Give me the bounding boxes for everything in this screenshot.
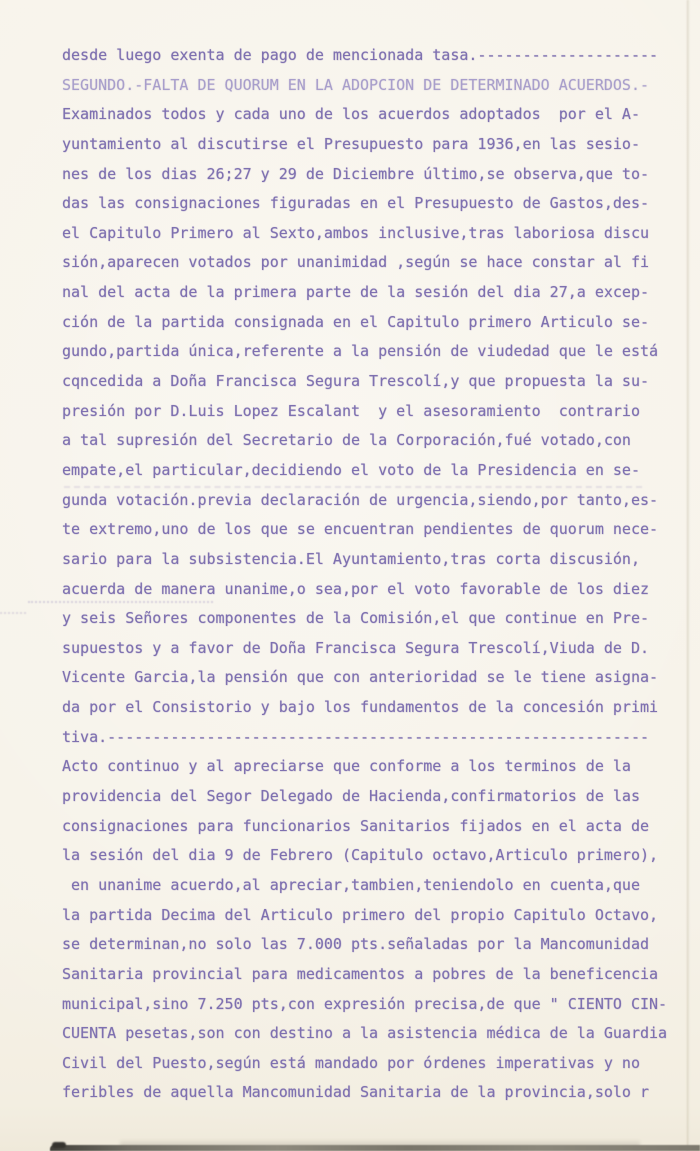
text-line: yuntamiento al discutirse el Presupuesto para 1936,en las sesio- [62,134,640,153]
text-line: sión,aparecen votados por unanimidad ,según se hace constar al fi [62,253,649,272]
text-line: supuestos y a favor de Doña Francisca Segura Trescolí,Viuda de D. [62,638,649,657]
text-line: Vicente Garcia,la pensión que con anterioridad se le tiene asigna- [62,668,659,687]
text-line: la partida Decima del Articulo primero del propio Capitulo Octavo, [62,905,659,924]
text-line: y seis Señores componentes de la Comisión,el que continue en Pre- [62,609,649,628]
text-line: Sanitaria provincial para medicamentos a pobres de la beneficencia [62,964,659,983]
text-line: desde luego exenta de pago de mencionada tasa.-------------------- [62,46,659,64]
text-line: Examinados todos y cada uno de los acuerdos adoptados por el A- [62,105,640,124]
text-line: ción de la partida consignada en el Capitulo primero Articulo se- [62,312,649,331]
text-line: municipal,sino 7.250 pts,con expresión precisa,de que " CIENTO CIN- [62,994,668,1013]
text-line: CUENTA pesetas,son con destino a la asistencia médica de la Guardia [62,1024,668,1043]
text-line: te extremo,uno de los que se encuentran pendientes de quorum nece- [62,520,659,539]
text-line: cqncedida a Doña Francisca Segura Trescolí,y que propuesta la su- [62,372,649,391]
text-line: a tal supresión del Secretario de la Corporación,fué votado,con [62,431,631,450]
text-line: gunda votación.previa declaración de urgencia,siendo,por tanto,es- [62,490,659,509]
margin-dot-artifact [0,612,26,614]
text-line: nes de los dias 26;27 y 29 de Diciembre último,se observa,que to- [62,164,649,183]
text-line: nal del acta de la primera parte de la sesión del dia 27,a excep- [62,283,649,302]
text-line: tiva.------------------------------------------------------------ [62,727,649,746]
text-line: das las consignaciones figuradas en el Presupuesto de Gastos,des- [62,194,649,213]
text-line: acuerda de manera unanime,o sea,por el voto favorable de los diez [62,579,649,598]
text-line: en unanime acuerdo,al apreciar,tambien,teniendolo en cuenta,que [62,875,640,894]
text-line: feribles de aquella Mancomunidad Sanitaria de la provincia,solo r [62,1083,649,1102]
text-line: el Capitulo Primero al Sexto,ambos inclusive,tras laboriosa discu [62,223,649,242]
text-line: providencia del Segor Delegado de Hacienda,confirmatorios de las [62,787,640,806]
text-line: da por el Consistorio y bajo los fundamentos de la concesión primi [62,698,659,717]
text-line: se determinan,no solo las 7.000 pts.señaladas por la Mancomunidad [62,935,649,954]
text-line: presión por D.Luis Lopez Escalant y el asesoramiento contrario [62,401,640,420]
text-line: Civil del Puesto,según está mandado por órdenes imperativas y no [62,1053,640,1072]
text-line: sario para la subsistencia.El Ayuntamiento,tras corta discusión, [62,549,640,568]
text-line: empate,el particular,decidiendo el voto de la Presidencia en se- [62,460,640,479]
text-line: consignaciones para funcionarios Sanitarios fijados en el acta de [62,816,649,835]
text-line: la sesión del dia 9 de Febrero (Capitulo octavo,Articulo primero), [62,846,659,865]
document-text-block [62,41,668,1108]
scan-bottom-edge [50,1145,700,1151]
text-line: gundo,partida única,referente a la pensión de viudedad que le está [62,342,659,361]
text-line: SEGUNDO.-FALTA DE QUORUM EN LA ADOPCION DE DETERMINADO ACUERDOS.- [62,75,649,94]
text-line: Acto continuo y al apreciarse que conforme a los terminos de la [62,757,631,776]
scan-crease-line [686,0,690,1151]
